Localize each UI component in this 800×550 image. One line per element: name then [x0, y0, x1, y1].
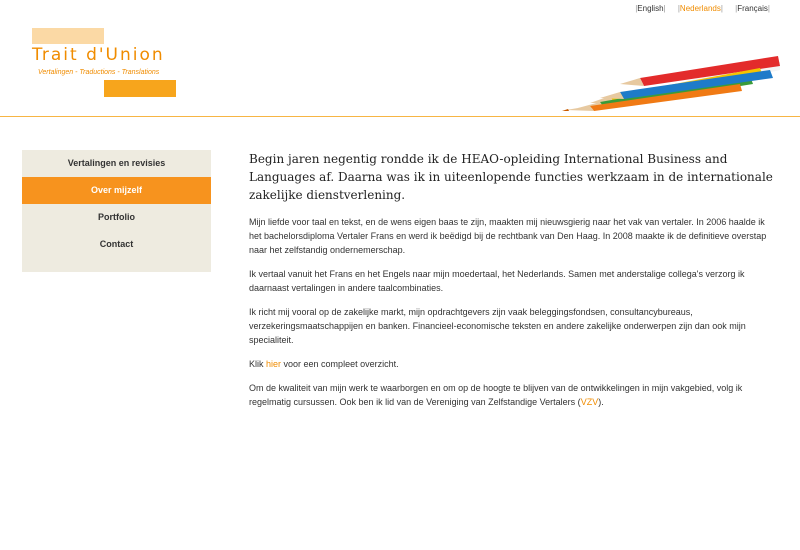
colored-pencils-image	[560, 48, 780, 112]
logo-bottom-bar	[104, 80, 176, 97]
logo-subtitle: Vertalingen - Traductions - Translations	[38, 69, 160, 76]
site-logo[interactable]	[32, 28, 177, 98]
lang-english-link[interactable]: |English|	[635, 4, 666, 13]
overview-link[interactable]: hier	[266, 359, 282, 369]
nav-item-vertalingen[interactable]: Vertalingen en revisies	[67, 158, 166, 168]
vzv-link[interactable]: VZV	[580, 397, 599, 407]
logo-title: Trait d'Union	[32, 45, 165, 65]
nav-item-portfolio[interactable]: Portfolio	[98, 212, 135, 222]
paragraph-3: Ik richt mij vooral op de zakelijke markt, mijn opdrachtgevers zijn vaak beleggingsfondsen, consultancybureaus, verzekeringsmaatschappijen en banken. Financieel-economische teksten en andere zakelijke onderwerpen zijn dan ook mijn specialiteit.	[249, 307, 746, 345]
paragraph-1: Mijn liefde voor taal en tekst, en de wens eigen baas te zijn, maakten mij nieuwsgierig naar het vak van vertaler. In 2006 haalde ik het bachelorsdiploma Vertaler Frans en werd ik beëdigd bij de rechtbank van Den Haag. In 2008 maakte ik de definitieve overstap naar het zelfstandig ondernemerschap.	[249, 217, 767, 255]
lang-francais-link[interactable]: |Français|	[735, 4, 770, 13]
sidebar-nav	[22, 150, 211, 272]
nav-item-over-mijzelf[interactable]: Over mijzelf	[22, 177, 211, 204]
header-divider	[0, 116, 800, 117]
logo-top-bar	[32, 28, 104, 44]
paragraph-2: Ik vertaal vanuit het Frans en het Engels naar mijn moedertaal, het Nederlands. Samen met anderstalige collega's verzorg ik daarnaast vertalingen in andere taalcombinaties.	[249, 269, 745, 293]
main-content	[249, 150, 774, 419]
lead-paragraph: Begin jaren negentig rondde ik de HEAO-opleiding International Business and Languages af. Daarna was ik in uiteenlopende functies werkzaam in de internationale zakelijke dienstverlening.	[249, 152, 773, 202]
lang-nederlands-link[interactable]: |Nederlands|	[677, 4, 723, 13]
paragraph-5: Om de kwaliteit van mijn werk te waarborgen en om op de hoogte te blijven van de ontwikkelingen in mijn vakgebied, volg ik regelmatig cursussen. Ook ben ik lid van de Vereniging van Zelfstandige Vertalers (VZV).	[249, 383, 743, 407]
paragraph-4: Klik hier voor een compleet overzicht.	[249, 359, 399, 369]
language-selector	[625, 4, 770, 13]
nav-item-contact[interactable]: Contact	[99, 239, 134, 249]
